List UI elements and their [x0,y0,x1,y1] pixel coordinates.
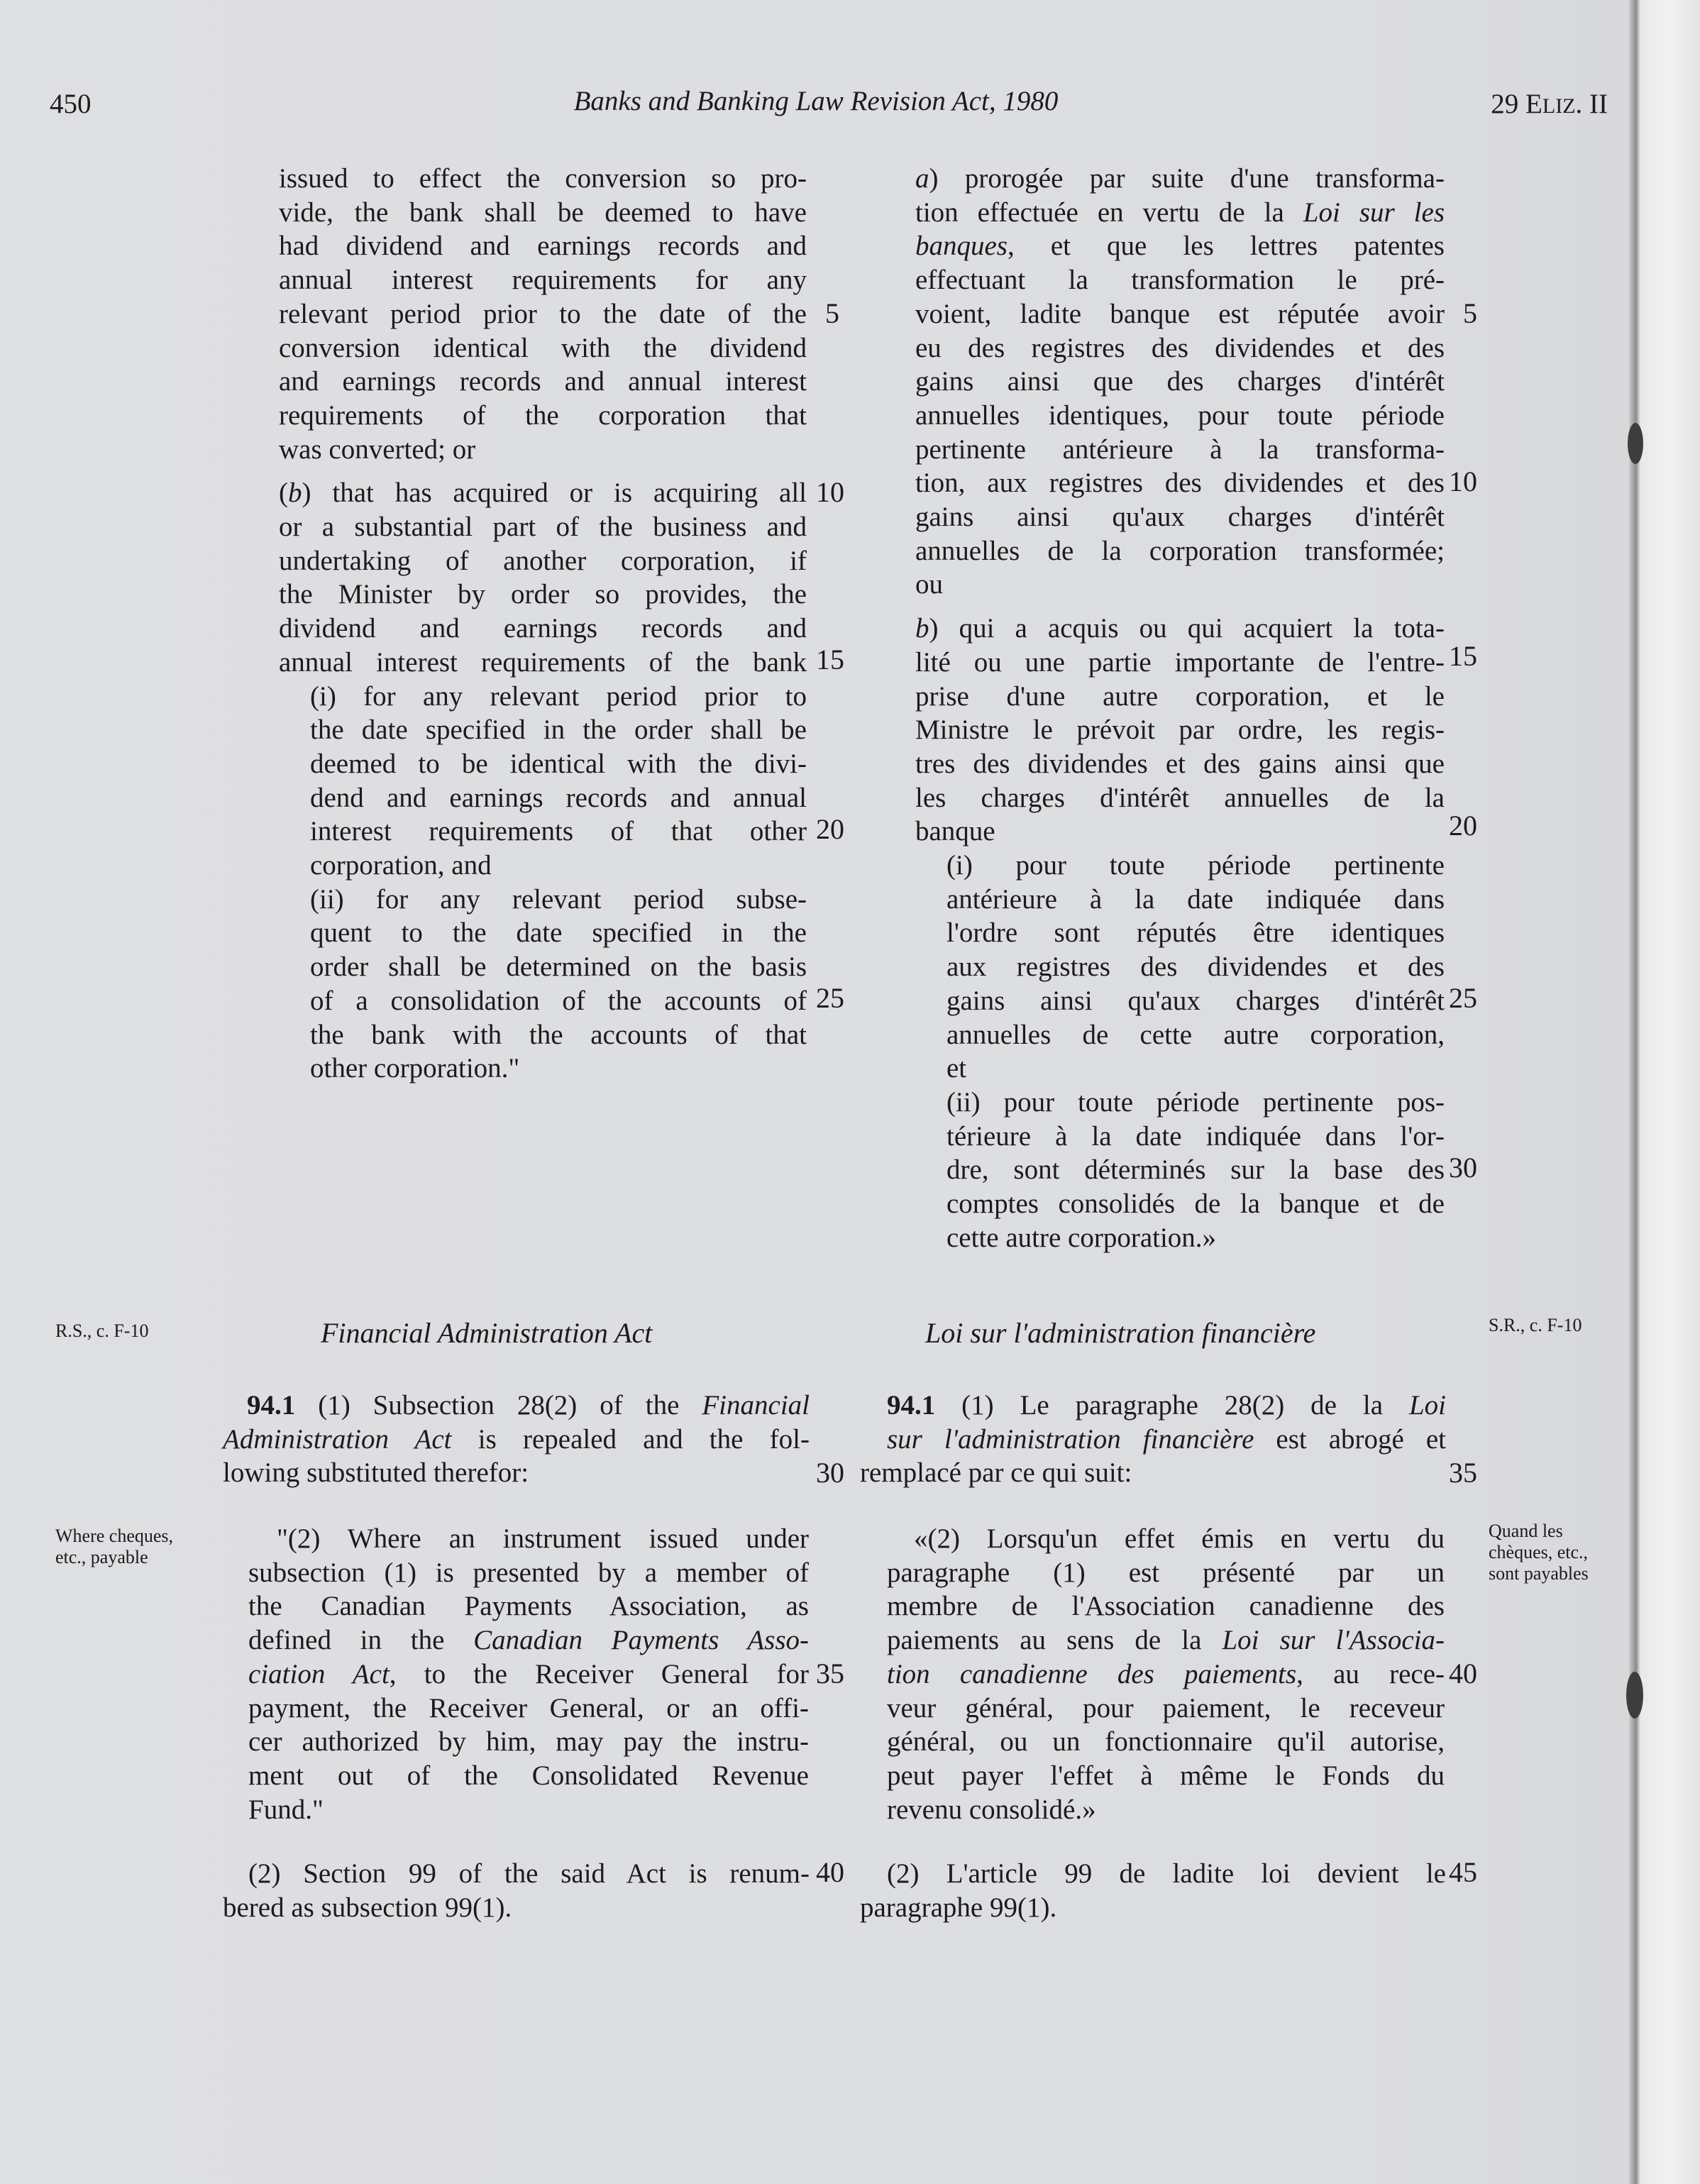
text-line: sur l'administration financière est abrogé et [887,1423,1446,1455]
line-number: 35 [1449,1457,1477,1489]
text-line: or a substantial part of the business and [279,512,807,543]
text-line: (2) L'article 99 de ladite loi devient le [887,1858,1446,1889]
text-line: ciation Act, to the Receiver General for [248,1658,809,1689]
text-line: deemed to be identical with the divi- [310,748,807,779]
line-number: 20 [1449,810,1477,842]
section-94-1-fr [860,1389,1446,1490]
text-line: the Minister by order so provides, the [279,579,807,610]
line-number: 10 [816,476,844,508]
line-number: 40 [816,1856,844,1888]
section-99-en [223,1857,810,1924]
text-line: subsection (1) is presented by a member of [248,1557,809,1588]
text-line: paragraphe 99(1). [860,1892,1057,1923]
binding-mark [1626,1672,1643,1719]
text-line: ment out of the Consolidated Revenue [248,1760,809,1791]
text-line: tion effectuée en vertu de la Loi sur les [915,197,1445,228]
text-line: gains ainsi qu'aux charges d'intérêt [946,985,1445,1016]
text-line: cer authorized by him, may pay the instru- [248,1726,809,1758]
text-line: annuelles identiques, pour toute période [915,399,1445,431]
text-line: dre, sont déterminés sur la base des [946,1154,1445,1186]
text-line: relevant period prior to the date of the [279,298,807,329]
text-line: bered as subsection 99(1). [223,1892,512,1923]
text-line: eu des registres des dividendes et des [915,332,1445,363]
subparagraph-ii-line: (ii) for any relevant period subse- [310,883,807,915]
text-line: térieure à la date indiquée dans l'or- [946,1120,1445,1152]
text-line: vide, the bank shall be deemed to have [279,197,807,228]
text-line: paiements au sens de la Loi sur l'Associa- [887,1625,1445,1656]
text-line: (2) Section 99 of the said Act is renum- [248,1858,810,1889]
text-line: undertaking of another corporation, if [279,545,807,576]
page-number: 450 [50,89,92,119]
subsection-2-fr [887,1522,1445,1826]
text-line: lowing substituted therefor: [223,1457,529,1489]
subparagraph-i-line: (i) for any relevant period prior to [310,680,807,712]
text-line: 94.1 (1) Subsection 28(2) of the Financial [247,1390,810,1421]
text-line: voient, ladite banque est réputée avoir [915,298,1445,329]
binding-mark [1628,423,1643,464]
text-line: the Canadian Payments Association, as [248,1591,809,1622]
text-line: of a consolidation of the accounts of [310,985,807,1016]
text-line: peut payer l'effet à même le Fonds du [887,1760,1445,1791]
line-number: 45 [1449,1856,1477,1888]
book-gutter [1629,0,1700,2184]
text-line: Fund." [248,1794,324,1825]
line-number: 25 [816,982,844,1014]
line-number: 40 [1449,1658,1477,1689]
subparagraph-ii-line: (ii) pour toute période pertinente pos- [946,1086,1445,1118]
text-line: defined in the Canadian Payments Asso- [248,1625,809,1656]
subsection-2-en [248,1522,809,1826]
line-number: 5 [825,297,839,329]
paragraph-a-line: a) prorogée par suite d'une transforma- [915,163,1445,194]
text-line: Administration Act is repealed and the fol- [223,1423,810,1455]
text-line: général, ou un fonctionnaire qu'il autorise, [887,1726,1445,1758]
text-line: the bank with the accounts of that [310,1019,807,1050]
line-number: 20 [816,813,844,845]
text-line: annuelles de la corporation transformée; [915,535,1445,566]
text-line: annual interest requirements for any [279,265,807,296]
line-number: 15 [816,644,844,675]
text-line: comptes consolidés de la banque et de [946,1188,1445,1220]
text-line: les charges d'intérêt annuelles de la [915,782,1445,813]
text-line: annuelles de cette autre corporation, [946,1019,1445,1050]
line-number: 25 [1449,982,1477,1014]
text-line: pertinente antérieure à la transforma- [915,434,1445,465]
heading-en: Financial Administration Act [321,1317,653,1349]
text-line: corporation, and [310,850,492,881]
text-line: et [946,1053,967,1084]
line-number: 5 [1463,297,1477,329]
paragraph-b-line: b) qui a acquis ou qui acquiert la tota- [915,613,1445,644]
line-number: 35 [816,1658,844,1689]
text-line: «(2) Lorsqu'un effet émis en vertu du [914,1523,1445,1554]
text-line: other corporation." [310,1053,520,1084]
text-line: conversion identical with the dividend [279,332,807,363]
text-line: order shall be determined on the basis [310,952,807,983]
text-line: requirements of the corporation that [279,399,807,431]
margin-note-citation: R.S., c. F-10 [55,1320,149,1341]
text-line: aux registres des dividendes et des [946,952,1445,983]
regnal-year: 29 ELIZ. II [1491,89,1608,119]
subparagraph-i-line: (i) pour toute période pertinente [946,850,1445,881]
text-line: tres des dividendes et des gains ainsi que [915,748,1445,779]
text-line: dividend and earnings records and [279,613,807,644]
line-number: 30 [816,1457,844,1489]
text-line: annual interest requirements of the bank [279,646,807,678]
text-line: the date specified in the order shall be [310,715,807,746]
text-line: lité ou une partie importante de l'entre- [915,646,1445,678]
section-94-1-en [223,1389,810,1490]
text-line: quent to the date specified in the [310,917,807,949]
text-line: l'ordre sont réputés être identiques [946,917,1445,949]
margin-note-en: Where cheques, etc., payable [55,1526,174,1567]
text-line: prise d'une autre corporation, et le [915,680,1445,712]
text-line: banques, et que les lettres patentes [915,231,1445,262]
heading-fr: Loi sur l'administration financière [925,1317,1316,1349]
text-line: cette autre corporation.» [946,1222,1217,1253]
text-line: antérieure à la date indiquée dans [946,883,1445,915]
text-line: remplacé par ce qui suit: [860,1457,1132,1489]
running-title: Banks and Banking Law Revision Act, 1980 [573,86,1059,116]
text-line: Ministre le prévoit par ordre, les regis- [915,715,1445,746]
text-line: gains ainsi qu'aux charges d'intérêt [915,502,1445,533]
english-column-top [279,162,807,1086]
text-line: 94.1 (1) Le paragraphe 28(2) de la Loi [887,1390,1446,1421]
text-line: paragraphe (1) est présenté par un [887,1557,1445,1588]
line-number: 15 [1449,640,1477,672]
text-line: revenu consolidé.» [887,1794,1096,1825]
text-line: dend and earnings records and annual [310,782,807,813]
text-line: tion, aux registres des dividendes et des [915,468,1445,499]
text-line: "(2) Where an instrument issued under [277,1523,809,1554]
text-line: issued to effect the conversion so pro- [279,163,807,194]
margin-note-fr: Quand les chèques, etc., sont payables [1489,1521,1589,1584]
text-line: membre de l'Association canadienne des [887,1591,1445,1622]
section-99-fr [860,1857,1446,1924]
margin-note-citation: S.R., c. F-10 [1489,1315,1582,1335]
text-line: ou [915,569,943,600]
text-line: had dividend and earnings records and [279,231,807,262]
text-line: interest requirements of that other [310,816,807,847]
line-number: 30 [1449,1152,1477,1184]
text-line: gains ainsi que des charges d'intérêt [915,366,1445,397]
line-number: 10 [1449,465,1477,497]
text-line: payment, the Receiver General, or an offi- [248,1692,809,1724]
paragraph-b-line: (b) that has acquired or is acquiring all [279,478,807,509]
text-line: tion canadienne des paiements, au rece- [887,1658,1445,1689]
text-line: banque [915,816,995,847]
text-line: effectuant la transformation le pré- [915,265,1445,296]
text-line: was converted; or [279,434,476,465]
text-line: veur général, pour paiement, le receveur [887,1692,1445,1724]
french-column-top [915,162,1445,1255]
text-line: and earnings records and annual interest [279,366,807,397]
